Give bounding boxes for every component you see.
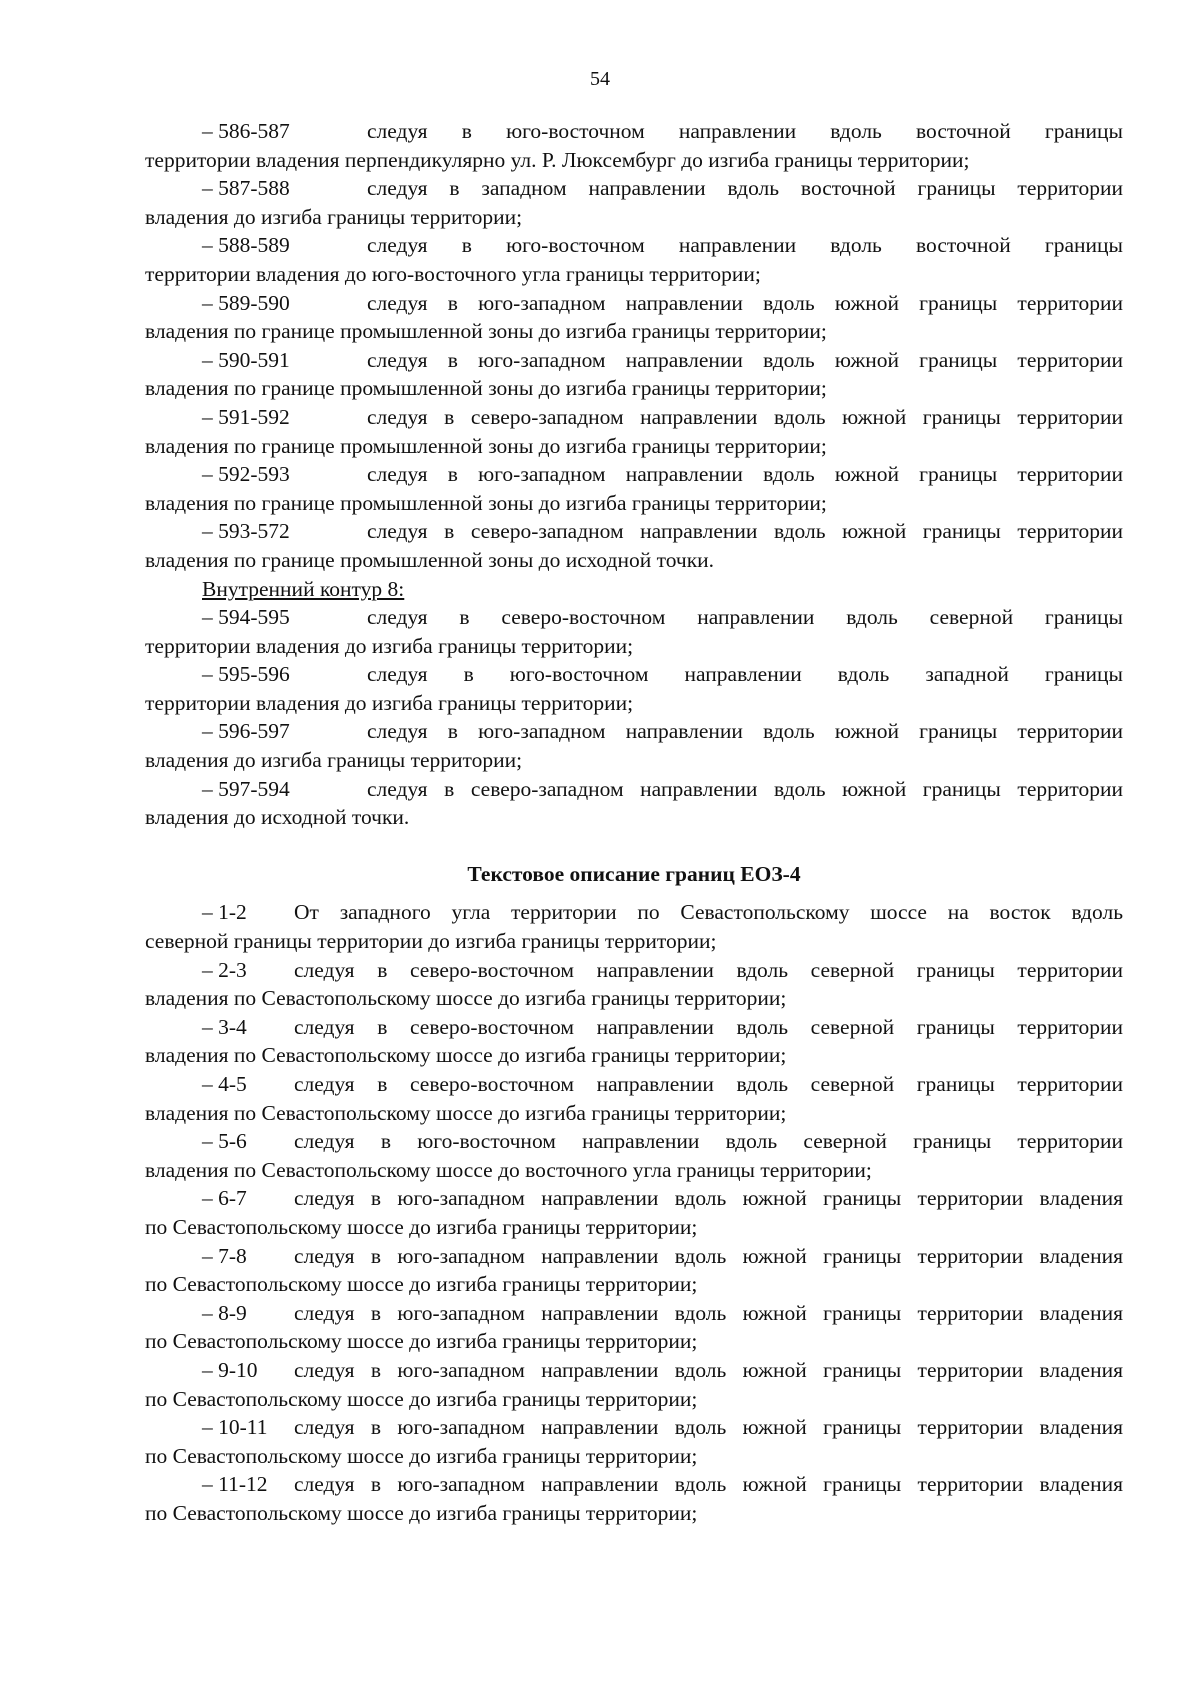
segment-code: – 11-12 xyxy=(202,1472,268,1497)
segment-code: – 591-592 xyxy=(202,404,290,429)
segment-description: следуя в юго-восточном направлении вдоль северной границы территории xyxy=(294,1129,1123,1154)
segment-description: следуя в северо-западном направлении вдоль южной границы территории xyxy=(367,404,1123,429)
segment-description: следуя в юго-восточном направлении вдоль восточной границы xyxy=(367,119,1123,143)
segment-description: следуя в юго-западном направлении вдоль южной границы территории владения xyxy=(294,1186,1123,1211)
segment-code: – 588-589 xyxy=(202,233,290,258)
document-body xyxy=(145,117,1123,1528)
segment-code: – 6-7 xyxy=(202,1186,247,1211)
segment-description: следуя в юго-западном направлении вдоль южной границы территории xyxy=(367,719,1123,744)
segment-description: следуя в западном направлении вдоль восточной границы территории xyxy=(367,176,1123,201)
boundary-entry xyxy=(145,231,1123,288)
segment-code: – 9-10 xyxy=(202,1357,258,1382)
segment-description: От западного угла территории по Севастопольскому шоссе на восток вдоль xyxy=(294,900,1123,925)
segment-description: следуя в северо-западном направлении вдоль южной границы территории xyxy=(367,519,1123,544)
segment-code: – 594-595 xyxy=(202,605,290,630)
segment-description-continued: территории владения до изгиба границы территории; xyxy=(145,633,634,658)
boundary-entry xyxy=(145,898,1123,955)
segment-description-continued: владения по границе промышленной зоны до изгиба границы территории; xyxy=(145,376,827,401)
segment-description-continued: по Севастопольскому шоссе до изгиба границы территории; xyxy=(145,1272,698,1297)
segment-code: – 3-4 xyxy=(202,1014,247,1039)
segment-code: – 8-9 xyxy=(202,1300,247,1325)
segment-description: следуя в юго-западном направлении вдоль южной границы территории владения xyxy=(294,1243,1123,1268)
segment-description: следуя в северо-восточном направлении вдоль северной границы территории xyxy=(294,1072,1123,1096)
segment-description-continued: владения по Севастопольскому шоссе до изгиба границы территории; xyxy=(145,1100,787,1125)
boundary-entry xyxy=(145,346,1123,403)
segment-description: следуя в северо-западном направлении вдоль южной границы территории xyxy=(367,776,1123,801)
segment-code: – 592-593 xyxy=(202,462,290,487)
segment-description-continued: владения по границе промышленной зоны до изгиба границы территории; xyxy=(145,433,827,458)
segment-description: следуя в юго-восточном направлении вдоль восточной границы xyxy=(367,233,1123,258)
segment-code: – 595-596 xyxy=(202,662,290,687)
segment-description-continued: по Севастопольскому шоссе до изгиба границы территории; xyxy=(145,1329,698,1354)
segment-code: – 2-3 xyxy=(202,957,247,982)
boundary-entry xyxy=(145,1470,1123,1527)
segment-description-continued: по Севастопольскому шоссе до изгиба границы территории; xyxy=(145,1386,698,1411)
segment-code: – 593-572 xyxy=(202,519,290,544)
boundary-entry xyxy=(145,1413,1123,1470)
boundary-entry xyxy=(145,717,1123,774)
segment-code: – 586-587 xyxy=(202,119,290,143)
contour-heading: Внутренний контур 8: xyxy=(202,576,405,601)
segment-code: – 587-588 xyxy=(202,176,290,201)
section-title: Текстовое описание границ ЕОЗ-4 xyxy=(467,861,801,886)
boundary-entry xyxy=(145,956,1123,1013)
segment-description: следуя в юго-западном направлении вдоль южной границы территории xyxy=(367,347,1123,372)
boundary-entry xyxy=(145,403,1123,460)
segment-description-continued: владения по границе промышленной зоны до исходной точки. xyxy=(145,547,715,572)
boundary-entry xyxy=(145,660,1123,717)
segment-description: следуя в юго-западном направлении вдоль южной границы территории xyxy=(367,290,1123,315)
boundary-entry xyxy=(145,460,1123,517)
segment-description-continued: по Севастопольскому шоссе до изгиба границы территории; xyxy=(145,1214,698,1239)
segment-code: – 1-2 xyxy=(202,900,247,925)
inner-contour-entries xyxy=(145,603,1123,832)
segment-description-continued: владения по Севастопольскому шоссе до восточного угла границы территории; xyxy=(145,1157,872,1182)
boundary-entry xyxy=(145,1070,1123,1127)
boundary-entry xyxy=(145,1299,1123,1356)
segment-code: – 4-5 xyxy=(202,1072,247,1096)
segment-description: следуя в северо-восточном направлении вдоль северной границы территории xyxy=(294,957,1123,982)
segment-description-continued: территории владения до изгиба границы территории; xyxy=(145,690,634,715)
segment-description: следуя в северо-восточном направлении вдоль северной границы xyxy=(367,605,1123,630)
boundary-entry xyxy=(145,775,1123,832)
boundary-entry xyxy=(145,289,1123,346)
segment-code: – 596-597 xyxy=(202,719,290,744)
boundary-entry xyxy=(145,1127,1123,1184)
segment-description-continued: владения по границе промышленной зоны до изгиба границы территории; xyxy=(145,319,827,344)
segment-description: следуя в юго-западном направлении вдоль южной границы территории xyxy=(367,462,1123,487)
segment-description-continued: владения по границе промышленной зоны до изгиба границы территории; xyxy=(145,490,827,515)
segment-code: – 597-594 xyxy=(202,776,290,801)
segment-description: следуя в юго-восточном направлении вдоль западной границы xyxy=(367,662,1123,687)
boundary-entry xyxy=(145,517,1123,574)
boundary-entry xyxy=(145,1356,1123,1413)
segment-description-continued: владения по Севастопольскому шоссе до изгиба границы территории; xyxy=(145,1043,787,1068)
segment-description: следуя в северо-восточном направлении вдоль северной границы территории xyxy=(294,1014,1123,1039)
boundary-entry xyxy=(145,1013,1123,1070)
segment-description-continued: владения до исходной точки. xyxy=(145,805,410,830)
boundary-entry xyxy=(145,603,1123,660)
segment-description: следуя в юго-западном направлении вдоль южной границы территории владения xyxy=(294,1357,1123,1382)
segment-description-continued: территории владения до юго-восточного угла границы территории; xyxy=(145,261,761,286)
segment-description-continued: северной границы территории до изгиба границы территории; xyxy=(145,929,717,954)
segment-description: следуя в юго-западном направлении вдоль южной границы территории владения xyxy=(294,1415,1123,1440)
segment-description-continued: территории владения перпендикулярно ул. Р. Люксембург до изгиба границы территории; xyxy=(145,147,970,172)
segment-description: следуя в юго-западном направлении вдоль южной границы территории владения xyxy=(294,1300,1123,1325)
segment-code: – 10-11 xyxy=(202,1415,268,1440)
eoz4-entries xyxy=(145,898,1123,1527)
boundary-entry xyxy=(145,117,1123,174)
segment-description-continued: владения до изгиба границы территории; xyxy=(145,204,523,229)
boundary-entry xyxy=(145,1242,1123,1299)
segment-description-continued: по Севастопольскому шоссе до изгиба границы территории; xyxy=(145,1443,698,1468)
segment-code: – 589-590 xyxy=(202,290,290,315)
boundary-entry xyxy=(145,1184,1123,1241)
segment-description: следуя в юго-западном направлении вдоль южной границы территории владения xyxy=(294,1472,1123,1497)
segment-code: – 7-8 xyxy=(202,1243,247,1268)
segment-description-continued: по Севастопольскому шоссе до изгиба границы территории; xyxy=(145,1500,698,1525)
segment-description-continued: владения до изгиба границы территории; xyxy=(145,748,523,773)
segment-code: – 5-6 xyxy=(202,1129,247,1154)
outer-contour-entries xyxy=(145,117,1123,575)
boundary-entry xyxy=(145,174,1123,231)
segment-code: – 590-591 xyxy=(202,347,290,372)
page-number: 54 xyxy=(590,68,610,90)
segment-description-continued: владения по Севастопольскому шоссе до изгиба границы территории; xyxy=(145,986,787,1011)
